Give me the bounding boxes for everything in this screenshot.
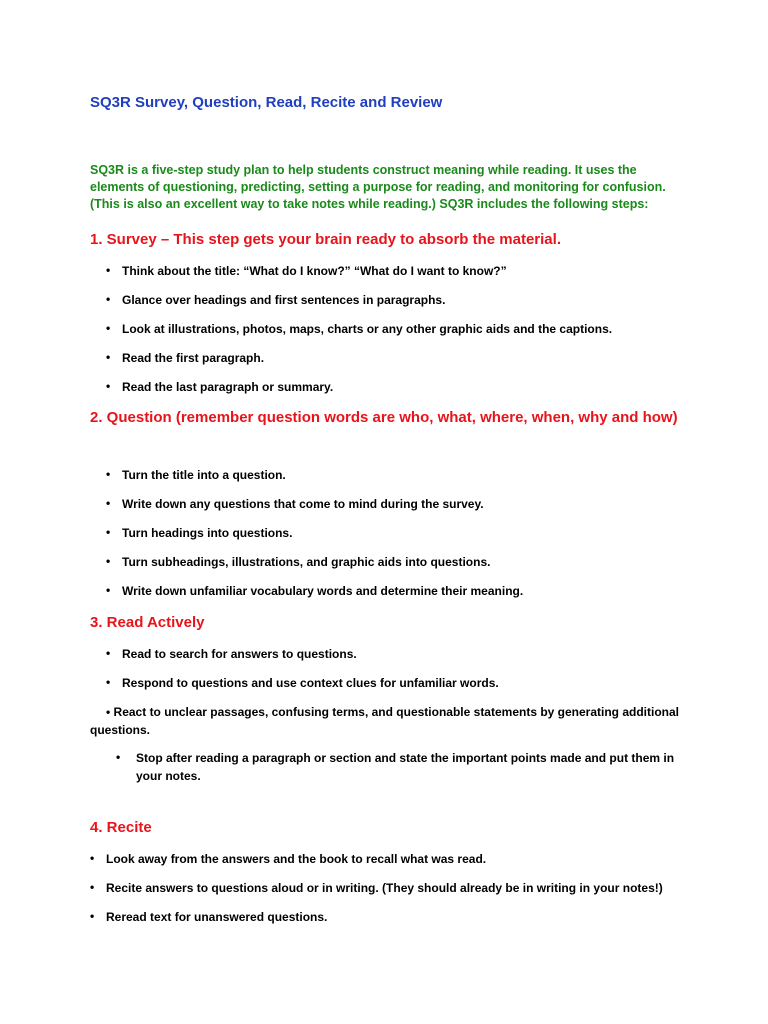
page-title: SQ3R Survey, Question, Read, Recite and Review — [90, 94, 443, 111]
list-item — [106, 321, 613, 336]
list-item-text: Look away from the answers and the book to recall what was read. — [106, 852, 487, 866]
section-heading-question: 2. Question (remember question words are who, what, where, when, why and how) — [90, 409, 678, 426]
bullet-icon: • — [90, 851, 95, 865]
list-item-text: Read the first paragraph. — [122, 351, 265, 365]
list-item-text: Read to search for answers to questions. — [122, 647, 357, 661]
list-item-text: Turn subheadings, illustrations, and graphic aids into questions. — [122, 555, 491, 569]
bullet-icon: • — [106, 350, 111, 364]
bullet-icon: • — [106, 675, 111, 689]
list-item-text: Glance over headings and first sentences in paragraphs. — [122, 293, 446, 307]
bullet-icon: • — [116, 750, 121, 764]
bullet-icon: • — [106, 583, 111, 597]
list-item-text: Respond to questions and use context clues for unfamiliar words. — [122, 676, 499, 690]
list-item — [106, 263, 507, 278]
list-item-text: Turn the title into a question. — [122, 468, 286, 482]
list-item — [90, 851, 487, 866]
bullet-icon: • — [106, 525, 111, 539]
list-item — [106, 496, 484, 511]
list-item — [106, 467, 286, 482]
list-item — [106, 646, 357, 661]
list-item-text: Write down unfamiliar vocabulary words and determine their meaning. — [122, 584, 524, 598]
bullet-icon: • — [106, 496, 111, 510]
bullet-icon: • — [106, 467, 111, 481]
list-item — [106, 350, 265, 365]
bullet-icon: • — [90, 909, 95, 923]
list-item — [90, 909, 328, 924]
list-item-text: Stop after reading a paragraph or section and state the important points made and put them in your notes. — [136, 751, 675, 783]
list-item — [90, 703, 690, 739]
bullet-icon: • — [106, 379, 111, 393]
bullet-icon: • — [106, 705, 111, 719]
list-item-text: Turn headings into questions. — [122, 526, 293, 540]
bullet-icon: • — [106, 263, 111, 277]
list-item-text: Read the last paragraph or summary. — [122, 380, 334, 394]
section-heading-read-actively: 3. Read Actively — [90, 614, 205, 631]
list-item-text: Think about the title: “What do I know?” “What do I want to know?” — [122, 264, 507, 278]
list-item-text: Recite answers to questions aloud or in writing. (They should already be in writing in your notes!) — [106, 881, 663, 895]
bullet-icon: • — [106, 292, 111, 306]
list-item — [106, 379, 334, 394]
list-item — [106, 554, 491, 569]
list-item-text: Look at illustrations, photos, maps, charts or any other graphic aids and the captions. — [122, 322, 613, 336]
list-item-text: React to unclear passages, confusing terms, and questionable statements by generating additional questions. — [90, 705, 680, 737]
list-item — [106, 675, 499, 690]
list-item-text: Reread text for unanswered questions. — [106, 910, 328, 924]
bullet-icon: • — [106, 321, 111, 335]
bullet-icon: • — [106, 646, 111, 660]
list-item — [106, 292, 446, 307]
list-item-text: Write down any questions that come to mind during the survey. — [122, 497, 484, 511]
bullet-icon: • — [90, 880, 95, 894]
bullet-icon: • — [106, 554, 111, 568]
list-item — [106, 583, 524, 598]
section-heading-survey: 1. Survey – This step gets your brain ready to absorb the material. — [90, 231, 561, 248]
list-item — [106, 525, 293, 540]
section-heading-recite: 4. Recite — [90, 819, 152, 836]
intro-paragraph: SQ3R is a five-step study plan to help students construct meaning while reading. It uses the elements of questioning, predicting, setting a purpose for reading, and monitoring for confusion. (This is also an excellent way to take notes while reading.) SQ3R includes the following steps: — [90, 163, 666, 211]
list-item — [90, 880, 663, 895]
list-item — [116, 749, 696, 785]
